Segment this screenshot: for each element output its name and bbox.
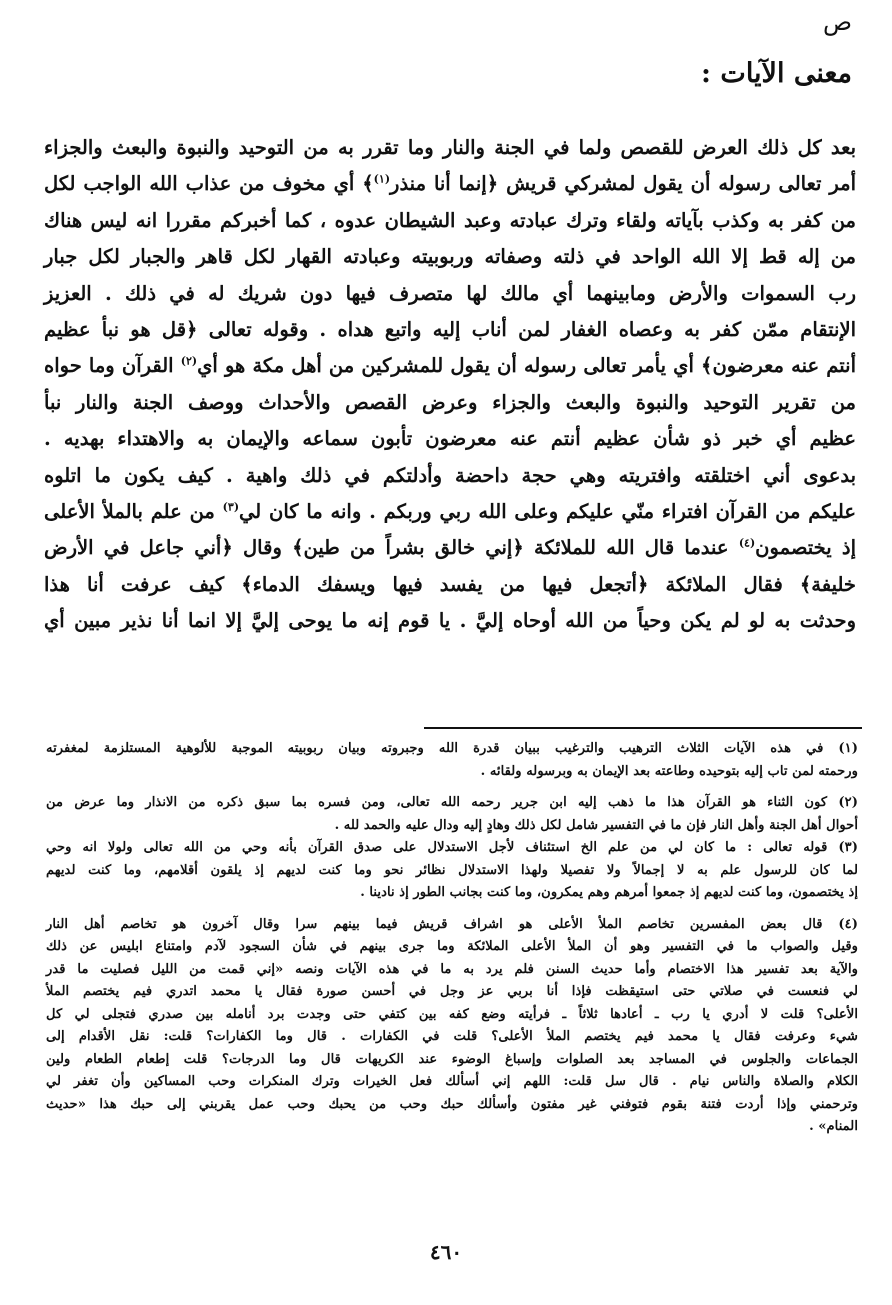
footnote-marker: (٢) bbox=[180, 354, 198, 368]
footnote-marker: (١) bbox=[373, 172, 391, 186]
footnote bbox=[46, 792, 858, 837]
footnote-line: الأعلى؟ قلت لا أدري يا رب ـ أعادها ثلاثاً ـ فرأيته وضع كفه بين كتفي حتى وجدت برد أنامله بين صدري فتجلى لي كل bbox=[46, 1006, 858, 1022]
text-segment: خليفة﴾ فقال الملائكة ﴿أتجعل فيها من يفسد فيها ويسفك الدماء﴾ كيف عرفت أنا هذا bbox=[44, 572, 856, 596]
text-segment: وحدثت به لو لم يكن وحياً من الله أوحاه إليَّ . يا قوم إنه ما يوحى إليَّ إلا انما أنا نذير مبين أي bbox=[44, 609, 856, 633]
text-segment: عظيم أي خبر ذو شأن عظيم أنتم عنه معرضون تأبون سماعه والإيمان به والاهتداء بهديه . bbox=[44, 427, 856, 451]
text-segment: ﴾ أي مخوف من عذاب الله الواجب لكل bbox=[44, 172, 374, 196]
text-segment: عليكم من القرآن افتراء منّي عليكم وعلى الله ربي وربكم . وانه ما كان لي bbox=[239, 499, 856, 523]
page-number: ٤٦٠ bbox=[429, 1240, 463, 1264]
footnote-divider bbox=[424, 727, 862, 729]
text-segment: أنتم عنه معرضون﴾ أي يأمر تعالى رسوله أن يقول للمشركين من أهل مكة هو أي bbox=[197, 354, 856, 378]
footnote-line: لما كان للرسول علم به لا إجمالاً ولا تفصيلا ولهذا الاستدلال نظائر نحو وما كنت لديهم إذ يلقون أقلامهم، وما كنت لديهم bbox=[46, 862, 858, 878]
text-line bbox=[44, 348, 856, 384]
text-line bbox=[44, 494, 856, 530]
footnote-line: (١) في هذه الآيات الثلاث الترهيب والترغيب ببيان قدرة الله وجبروته وبيان ربوبيته الموجبة للألوهية المستلزمة لمغفرته bbox=[46, 741, 858, 756]
footnote-line: لي فنعست في صلاتي حتى استيقظت فإذا أنا بربي عز وجل في أحسن صورة فقال يا محمد اتدري فيم يختصم الملأ bbox=[46, 984, 858, 999]
text-line bbox=[44, 567, 856, 603]
footnote bbox=[46, 914, 858, 1139]
footnote-line: الجماعات والجلوس في المساجد بعد الصلوات وإسباغ الوضوء عند الكريهات قال وما الدرجات؟ قلت إطعام الطعام ولين bbox=[46, 1051, 858, 1067]
text-segment: بدعوى أني اختلقته وافتريته وهي حجة داحضة وأدلتكم في ذلك واهية . كيف يكون ما اتلوه bbox=[44, 463, 856, 487]
main-text bbox=[44, 130, 856, 639]
text-line bbox=[44, 421, 856, 457]
text-line bbox=[44, 276, 856, 312]
text-segment: أمر تعالى رسوله أن يقول لمشركي قريش ﴿إنما أنا منذر bbox=[390, 172, 857, 196]
footnote-line: (٢) كون الثناء هو القرآن هذا ما ذهب إليه ابن جرير رحمه الله تعالى، ومن فسره بما سبق ذكره من الانذار وما عرض من bbox=[46, 795, 858, 810]
footnote-line: أحوال أهل الجنة وأهل النار فإن ما في التفسير شامل لكل ذلك وهادٍ إليه ودال عليه والحمد لله . bbox=[334, 817, 858, 833]
footnote-line: إذ يختصمون، وما كنت لديهم إذ جمعوا أمرهم وهم يمكرون، وما كنت بجانب الطور إذ نادينا . bbox=[360, 885, 858, 900]
text-segment: من إله قط إلا الله الواحد في ذلته وصفاته وربوبيته وعبادته القهار لكل قاهر والجبار لكل جبار bbox=[44, 245, 856, 269]
text-segment: القرآن وما حواه bbox=[44, 354, 181, 378]
footnote-line: شيء وعرفت فقال يا محمد فيم يختصم الملأ الأعلى؟ قلت في الكفارات . قال وما الكفارات؟ قلت: نقل الأقدام إلى bbox=[46, 1029, 858, 1044]
footnote-line: (٣) قوله تعالى : ما كان لي من علم الخ استئناف لأجل الاستدلال على صدق القرآن بأنه وحي من الله تعالى ولولا انه وحي bbox=[46, 840, 858, 855]
text-segment: بعد كل ذلك العرض للقصص ولما في الجنة والنار وما تقرر به من التوحيد والنبوة والبعث والجزاء bbox=[44, 136, 856, 159]
footnote-marker: (٣) bbox=[222, 500, 240, 514]
text-line bbox=[44, 530, 856, 566]
footnotes bbox=[46, 738, 858, 1139]
text-segment: الإنتقام ممّن كفر به وعصاه الغفار لمن أناب إليه واتبع هداه . وقوله تعالى ﴿قل هو نبأ عظيم bbox=[44, 317, 856, 341]
text-line bbox=[44, 385, 856, 421]
footnote-line: ورحمته لمن تاب إليه بتوحيده وطاعته بعد الإيمان به وبرسوله ولقائه . bbox=[480, 763, 858, 779]
footnote-line: وترحمني وإذا أردت فتنة بقوم فتوفني غير مفتون وأسألك حبك وحب من يحبك وحب عمل يقربني إلى حبك هذا «حديث bbox=[46, 1096, 858, 1112]
footnote-line: والآية بعد تفسير هذا الاختصام وأما حديث السنن فلم يرد به ما في هذه الآيات ونصه «إني قمت من الليل فصليت ما قدر bbox=[46, 961, 858, 977]
text-segment: من علم بالملأ الأعلى bbox=[44, 499, 223, 523]
footnote-line: وقيل والصواب ما في التفسير وهو أن الملأ الأعلى الملائكة وما جرى بينهم في شأن السجود لآدم وامتناع ابليس عن ذلك bbox=[46, 939, 858, 954]
text-segment: عندما قال الله للملائكة ﴿إني خالق بشراً من طين﴾ وقال ﴿أني جاعل في الأرض bbox=[44, 536, 739, 560]
section-title: معنى الآيات : bbox=[701, 58, 852, 89]
text-segment: رب السموات والأرض ومابينهما أي مالك لها متصرف فيها دون شريك له في ذلك . العزيز bbox=[44, 281, 856, 305]
footnote-line: المنام» . bbox=[809, 1119, 858, 1134]
text-segment: من كفر به وكذب بآياته ولقاء وترك عبادته وعبد الشيطان عدوه ، كما أخبركم مقررا انه ليس هناك bbox=[44, 208, 856, 232]
text-line bbox=[44, 166, 856, 202]
text-line bbox=[44, 458, 856, 494]
footnote-line: الكلام والصلاة والناس نيام . قال سل قلت: اللهم إني أسألك فعل الخيرات وترك المنكرات وحب المساكين وأن تغفر لي bbox=[46, 1074, 858, 1089]
footnote-marker: (٤) bbox=[738, 536, 756, 550]
text-line bbox=[44, 203, 856, 239]
text-line bbox=[44, 130, 856, 166]
text-line bbox=[44, 603, 856, 639]
text-segment: من تقرير التوحيد والنبوة والبعث والجزاء وعرض القصص والأحداث ووصف الجنة والنار نبأ bbox=[44, 390, 856, 414]
footnote bbox=[46, 837, 858, 905]
text-line bbox=[44, 312, 856, 348]
text-segment: إذ يختصمون bbox=[755, 536, 856, 560]
text-line bbox=[44, 239, 856, 275]
footnote-line: (٤) قال بعض المفسرين تخاصم الملأ الأعلى هو اشراف قريش فيما بينهم سرا وقال آخرون هو تخاصم أهل النار bbox=[46, 916, 858, 932]
surah-header-mark: ص bbox=[822, 8, 852, 36]
footnote bbox=[46, 738, 858, 783]
